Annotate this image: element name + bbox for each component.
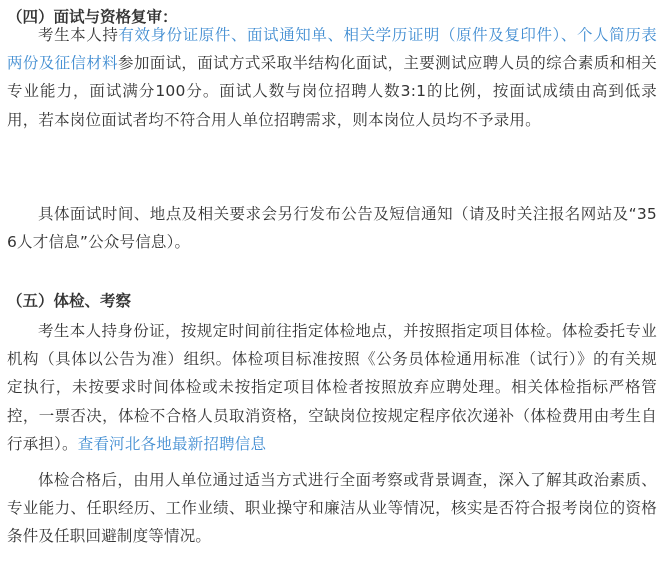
section5-heading: （五）体检、考察: [7, 292, 132, 310]
section4-paragraph-interview: [7, 21, 657, 134]
section4-paragraph-prefix: 考生本人持: [38, 26, 119, 44]
section4-paragraph-rest: 参加面试，面试方式采取半结构化面试，主要测试应聘人员的综合素质和相关专业能力，面试满分100分。面试人数与岗位招聘人数3:1的比例，按面试成绩由高到低录用，若本岗位面试者均不符合用人单位招聘需求，则本岗位人员均不予录用。: [7, 54, 657, 129]
section4-heading: （四）面试与资格复审：: [7, 8, 178, 26]
section4-paragraph-notice: 具体面试时间、地点及相关要求会另行发布公告及短信通知（请及时关注报名网站及“356人才信息”公众号信息）。: [7, 205, 657, 252]
section5-paragraph-inspection: 体检合格后，由用人单位通过适当方式进行全面考察或背景调查，深入了解其政治素质、专业能力、任职经历、工作业绩、职业操守和廉洁从业等情况，核实是否符合报考岗位的资格条件及任职回避制度等情况。: [7, 471, 657, 546]
section5-paragraph-text: 考生本人持身份证，按规定时间前往指定体检地点，并按照指定项目体检。体检委托专业机构（具体以公告为准）组织。体检项目标准按照《公务员体检通用标准（试行）》的有关规定执行，未按要求时间体检或未按指定项目体检者按照放弃应聘处理。相关体检指标严格管控，一票否决，体检不合格人员取消资格，空缺岗位按规定程序依次递补（体检费用由考生自行承担）。: [7, 322, 657, 453]
section5-paragraph-medical: [7, 317, 657, 458]
required-documents-highlight: 有效身份证原件、面试通知单、相关学历证明（原件及复印件）、个人简历表两份及征信材料: [7, 26, 657, 73]
hebei-jobs-link[interactable]: 查看河北各地最新招聘信息: [77, 434, 267, 453]
